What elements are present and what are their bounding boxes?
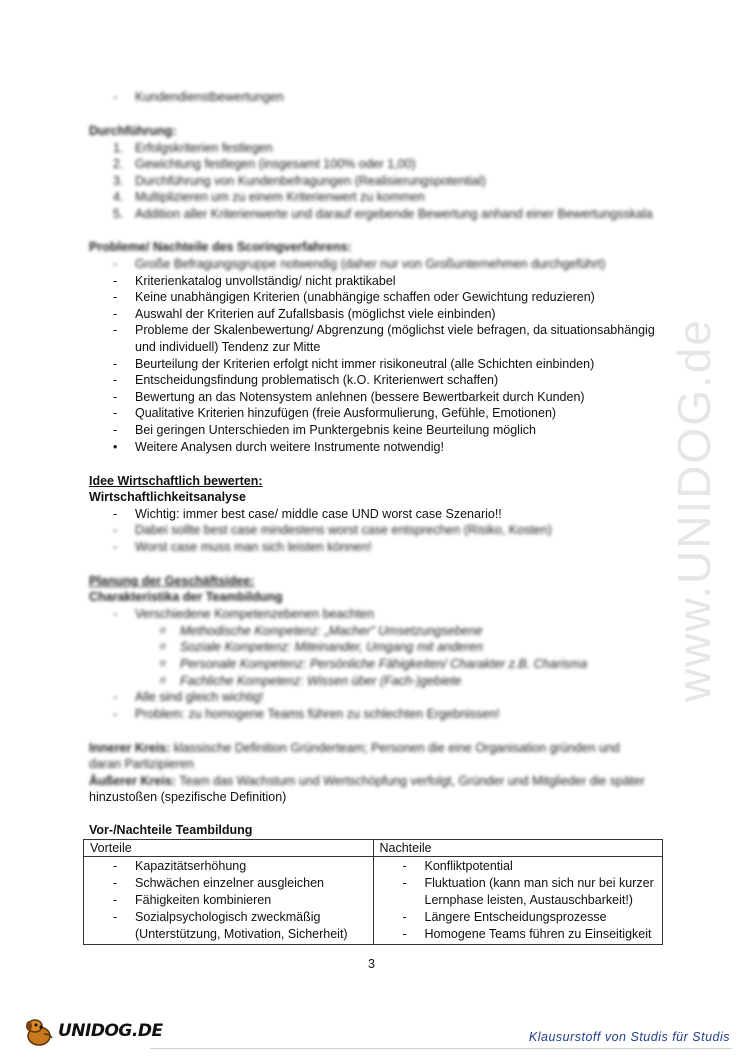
vorteil-item: - Schwächen einzelner ausgleichen — [135, 875, 367, 892]
sub-list-item: o Methodische Kompetenz: „Macher" Umsetzungsebene — [180, 623, 483, 639]
innerer-kreis-line-2: daran Partizipieren — [89, 757, 194, 771]
footer-slogan: Klausurstoff von Studis für Studis — [528, 1030, 730, 1044]
list-item: - Problem: zu homogene Teams führen zu schlechten Ergebnissen! — [135, 706, 500, 722]
watermark-text: www.UNIDOG.de — [668, 318, 721, 702]
list-item: 4. Multiplizieren um zu einem Kriterienwert zu kommen — [113, 190, 425, 204]
list-item: - Wichtig: immer best case/ middle case UND worst case Szenario!! — [135, 506, 502, 522]
list-item: - Qualitative Kriterien hinzufügen (freie Ausformulierung, Gefühle, Emotionen) — [135, 405, 556, 421]
list-item: - Kriterienkatalog unvollständig/ nicht praktikabel — [135, 273, 396, 289]
list-item: - Kundendienstbewertungen — [135, 89, 284, 105]
column-header-nachteile: Nachteile — [373, 840, 663, 857]
nachteil-item: - Homogene Teams führen zu Einseitigkeit — [425, 926, 657, 943]
comparison-table — [83, 839, 663, 945]
page-number: 3 — [368, 957, 375, 971]
nachteile-cell — [373, 857, 663, 945]
list-item-continuation: und individuell) Tendenz zur Mitte — [135, 340, 321, 354]
unidog-logo[interactable] — [22, 1013, 172, 1049]
table-title: Vor-/Nachteile Teambildung — [89, 823, 253, 837]
aeusserer-kreis-line-2: hinzustoßen (spezifische Definition) — [89, 790, 287, 804]
section-subheading: Charakteristika der Teambildung — [89, 590, 283, 604]
dog-icon — [22, 1014, 56, 1048]
vorteil-item: - Fähigkeiten kombinieren — [135, 892, 367, 909]
list-item: - Auswahl der Kriterien auf Zufallsbasis (möglichst viele einbinden) — [135, 306, 496, 322]
nachteil-item: - Längere Entscheidungsprozesse — [425, 909, 657, 926]
section-subheading: Wirtschaftlichkeitsanalyse — [89, 490, 246, 504]
list-item: - Verschiedene Kompetenzebenen beachten — [135, 606, 374, 622]
section-heading-planung: Planung der Geschäftsidee: — [89, 574, 255, 588]
list-item: - Keine unabhängigen Kriterien (unabhängige schaffen oder Gewichtung reduzieren) — [135, 289, 595, 305]
sub-list-item: o Fachliche Kompetenz: Wissen über (Fach-)gebiete — [180, 673, 461, 689]
list-item: - Große Befragungsgruppe notwendig (daher nur von Großunternehmen durchgeführt) — [135, 256, 605, 272]
section-heading-idee: Idee Wirtschaftlich bewerten: — [89, 474, 263, 488]
logo-text: UNIDOG.DE — [58, 1021, 163, 1041]
nachteil-item: - Fluktuation (kann man sich nur bei kurzer Lernphase leisten, Austauschbarkeit!) — [425, 875, 657, 909]
sub-list-item: o Personale Kompetenz: Persönliche Fähigkeiten/ Charakter z.B. Charisma — [180, 656, 587, 672]
aeusserer-kreis-line: Äußerer Kreis: Team das Wachstum und Wertschöpfung verfolgt, Gründer und Mitglieder die später — [89, 774, 645, 788]
footer-divider — [150, 1048, 732, 1049]
list-item: 5. Addition aller Kriterienwerte und darauf ergebende Bewertung anhand einer Bewertungsskala — [113, 207, 653, 221]
list-item: - Probleme der Skalenbewertung/ Abgrenzung (möglichst viele befragen, da situationsabhängig — [135, 322, 655, 338]
list-item: 3. Durchführung von Kundenbefragungen (Realisierungspotential) — [113, 174, 486, 188]
column-header-vorteile: Vorteile — [84, 840, 374, 857]
list-item: 1. Erfolgskriterien festlegen — [113, 141, 273, 155]
section-heading-durchfuehrung: Durchführung: — [89, 124, 177, 138]
vorteil-item: - Kapazitätserhöhung — [135, 858, 367, 875]
list-item: - Entscheidungsfindung problematisch (k.O. Kriterienwert schaffen) — [135, 372, 498, 388]
sub-list-item: o Soziale Kompetenz: Miteinander, Umgang mit anderen — [180, 639, 483, 655]
vorteil-item: - Sozialpsychologisch zweckmäßig (Unterstützung, Motivation, Sicherheit) — [135, 909, 367, 943]
bullet-item: • Weitere Analysen durch weitere Instrumente notwendig! — [135, 439, 444, 455]
list-item: - Worst case muss man sich leisten können! — [135, 539, 372, 555]
list-item: - Beurteilung der Kriterien erfolgt nicht immer risikoneutral (alle Schichten einbinden) — [135, 356, 594, 372]
list-item: - Dabei sollte best case mindestens worst case entsprechen (Risiko, Kosten) — [135, 522, 552, 538]
watermark — [664, 280, 724, 740]
nachteil-item: - Konfliktpotential — [425, 858, 657, 875]
list-item: - Alle sind gleich wichtig! — [135, 689, 264, 705]
list-item: - Bewertung an das Notensystem anlehnen (bessere Bewertbarkeit durch Kunden) — [135, 389, 585, 405]
list-item: 2. Gewichtung festlegen (insgesamt 100% oder 1,00) — [113, 157, 416, 171]
innerer-kreis-line: Innerer Kreis: klassische Definition Gründerteam; Personen die eine Organisation gründen und — [89, 741, 620, 755]
list-item: - Bei geringen Unterschieden im Punktergebnis keine Beurteilung möglich — [135, 422, 536, 438]
section-heading-probleme: Probleme/ Nachteile des Scoringverfahrens: — [89, 240, 352, 254]
vorteile-cell — [84, 857, 374, 945]
